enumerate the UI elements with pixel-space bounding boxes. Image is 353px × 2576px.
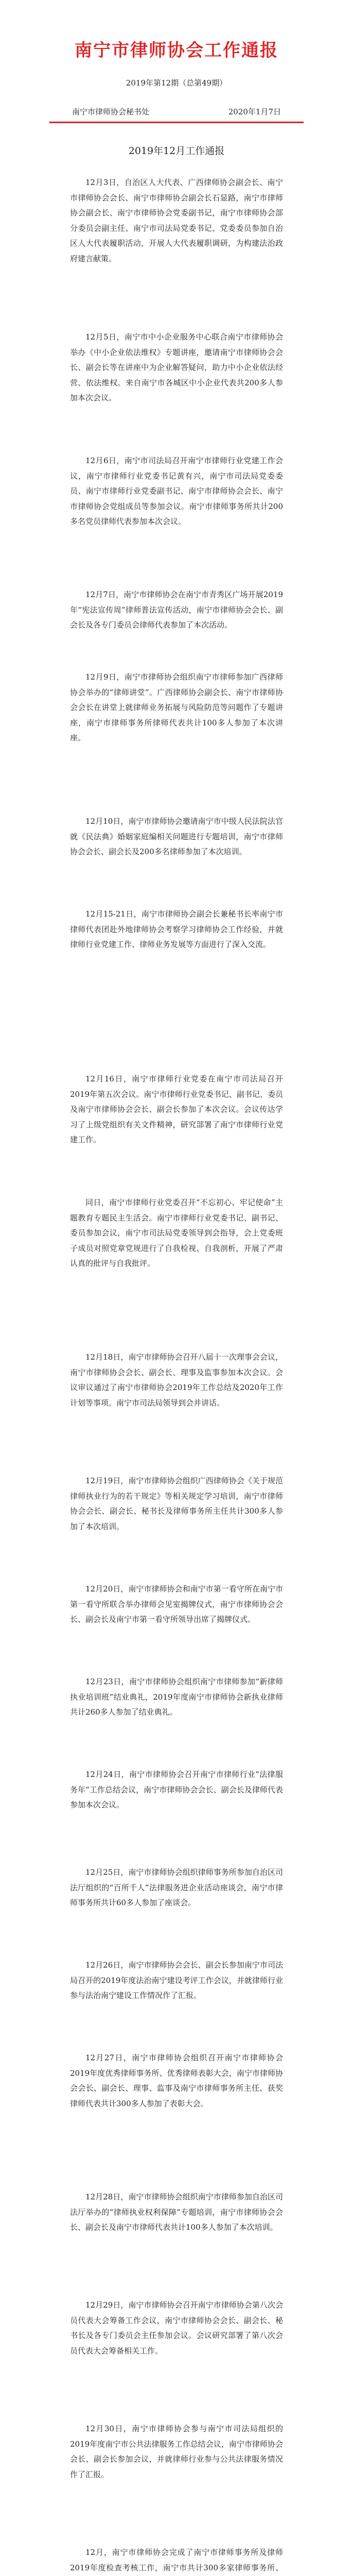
- paragraph: 12月5日，南宁市中小企业服务中心联合南宁市律师协会举办《中小企业依法维权》专题讲座，邀请南宁市律师协会会长、副会长等在讲座中为企业解答疑问，助力中小企业依法经营、依法维权。来自南宁市各城区中小企业代表共200多人参加本次会议。: [70, 332, 283, 403]
- issue-date: 2020年1月7日: [228, 107, 281, 116]
- paragraph: 12月23日，南宁市律师协会组织南宁市律师参加“新律师执业培训班”结业典礼，2019年度南宁市律师协会新执业律师共计260多人参加了结业典礼。: [70, 1677, 283, 1717]
- paragraph: 12月20日，南宁市律师协会和南宁市第一看守所在南宁市第一看守所联合举办律师会见室揭牌仪式，南宁市律师协会会长、副会长及南宁市第一看守所领导出席了揭牌仪式。: [70, 1584, 283, 1624]
- paragraph: 12月25日，南宁市律师协会组织律师事务所参加自治区司法厅组织的“百所千人”法律服务进企业活动座谈会，南宁市律师事务所共计60多人参加了座谈会。: [70, 1868, 283, 1908]
- paragraph: 12月30日，南宁市律师协会参与南宁市司法局组织的2019年度南宁市公共法律服务工作总结会议，南宁市律师协会会长、副会长参加会议，并就律师行业参与公共法律服务情况作了汇报。: [70, 2424, 283, 2479]
- paragraph: 12月19日，南宁市律师协会组织广西律师协会《关于规范律师执业行为的若干规定》等相关规定学习培训，南宁市律师协会会长、副会长、秘书长及律师事务所主任共计300多人参加了本次培训。: [70, 1476, 283, 1531]
- section-title: 2019年12月工作通报: [128, 145, 225, 157]
- paragraph: 12月6日，南宁市司法局召开南宁市律师行业党建工作会议，南宁市律师行业党委书记黄有兴，南宁市司法局党委委员、南宁市律师行业党委副书记、南宁市律师协会会长、南宁市律师协会党组成员等参加会议。南宁市律师事务所共计200多名党员律师代表参加本次会议。: [70, 456, 283, 527]
- paragraph: 12月15-21日，南宁市律师协会副会长兼秘书长率南宁市律师代表团赴外地律师协会考察学习律师协会工作经验，并就律师行业党建工作、律师业务发展等方面进行了深入交流。: [70, 909, 283, 950]
- publisher: 南宁市律师协会秘书处: [72, 107, 150, 116]
- header-divider: [49, 122, 304, 123]
- masthead-title: 南宁市律师协会工作通报: [75, 40, 278, 61]
- paragraph: 12月16日，南宁市律师行业党委在南宁市司法局召开2019年第五次会议。南宁市律师行业党委书记、副书记、委员及南宁市律师协会会长、副会长参加了本次会议。会议传达学习了上级党组织有关文件精神，研究部署了南宁市律师行业党建工作。: [70, 1074, 283, 1145]
- paragraph: 12月27日，南宁市律师协会组织召开南宁市律师协会2019年度优秀律师事务所、优秀律师表彰大会，南宁市律师协会会长、副会长、理事、监事及南宁市律师事务所主任、获奖律师代表共计300多人参加了表彰大会。: [70, 2053, 283, 2108]
- paragraph: 12月18日，南宁市律师协会召开八届十一次理事会会议，南宁市律师协会会长、副会长、理事及监事参加本次会议。会议审议通过了南宁市律师协会2019年工作总结及2020年工作计划等事项。南宁市司法局领导到会并讲话。: [70, 1352, 283, 1408]
- paragraph: 12月28日，南宁市律师协会组织南宁市律师参加自治区司法厅举办的“律师执业权利保障”专题培训，南宁市律师协会会长、副会长及南宁市律师代表共计100多人参加了本次培训。: [70, 2192, 283, 2232]
- paragraph: 12月，南宁市律师协会完成了南宁市律师事务所及律师2019年度检查考核工作，南宁市共计300多家律师事务所、: [70, 2548, 283, 2572]
- paragraph: 12月29日，南宁市律师协会召开南宁市律师协会第八次会员代表大会筹备工作会议，南宁市律师协会会长、副会长、秘书长及各专门委员会主任参加会议。会议研究部署了第八次会员代表大会筹备相关工作。: [70, 2300, 283, 2355]
- paragraph: 12月10日，南宁市律师协会邀请南宁市中级人民法院法官就《民法典》婚姻家庭编相关问题进行专题培训，南宁市律师协会会长、副会长及200多名律师参加了本次培训。: [70, 817, 283, 857]
- paragraph: 12月9日，南宁市律师协会组织南宁市律师参加广西律师协会举办的“律师讲堂”。广西律师协会副会长、南宁市律师协会会长在讲堂上就律师业务拓展与风险防范等问题作了专题讲座，南宁市律师事务所律师代表共计100多人参加了本次讲座。: [70, 672, 283, 743]
- paragraph: 12月3日，自治区人大代表、广西律师协会副会长、南宁市律师协会会长、南宁市律师协会副会长石显路，南宁市律师协会副会长、南宁市律师协会党委副书记，南宁市律师协会部分委员会副主任、南宁市司法局党委书记、党委委员参加自治区人大代表履职活动，开展人大代表履职调研，为构建法治政府建言献策。: [70, 178, 283, 263]
- paragraph: 12月24日，南宁市律师协会召开南宁市律师行业“法律服务年”工作总结会议，南宁市律师协会会长、副会长及律师代表参加本次会议。: [70, 1770, 283, 1810]
- paragraph: 12月26日，南宁市律师协会会长、副会长参加南宁市司法局召开的2019年度法治南宁建设考评工作会议，并就律师行业参与法治南宁建设工作情况作了汇报。: [70, 1960, 283, 2001]
- paragraph: 同日，南宁市律师行业党委召开“不忘初心、牢记使命”主题教育专题民主生活会。南宁市律师行业党委书记、副书记、委员参加会议，南宁市司法局党委领导到会指导，会上党委班子成员对照党章党规进行了自我检视、自我剖析，开展了严肃认真的批评与自我批评。: [70, 1198, 283, 1268]
- issue-number: 2019年第12期（总第49期）: [126, 78, 227, 88]
- paragraph: 12月7日，南宁市律师协会在南宁市青秀区广场开展2019年“宪法宣传周”律师普法宣传活动，南宁市律师协会会长、副会长及各专门委员会律师代表参加了本次活动。: [70, 590, 283, 630]
